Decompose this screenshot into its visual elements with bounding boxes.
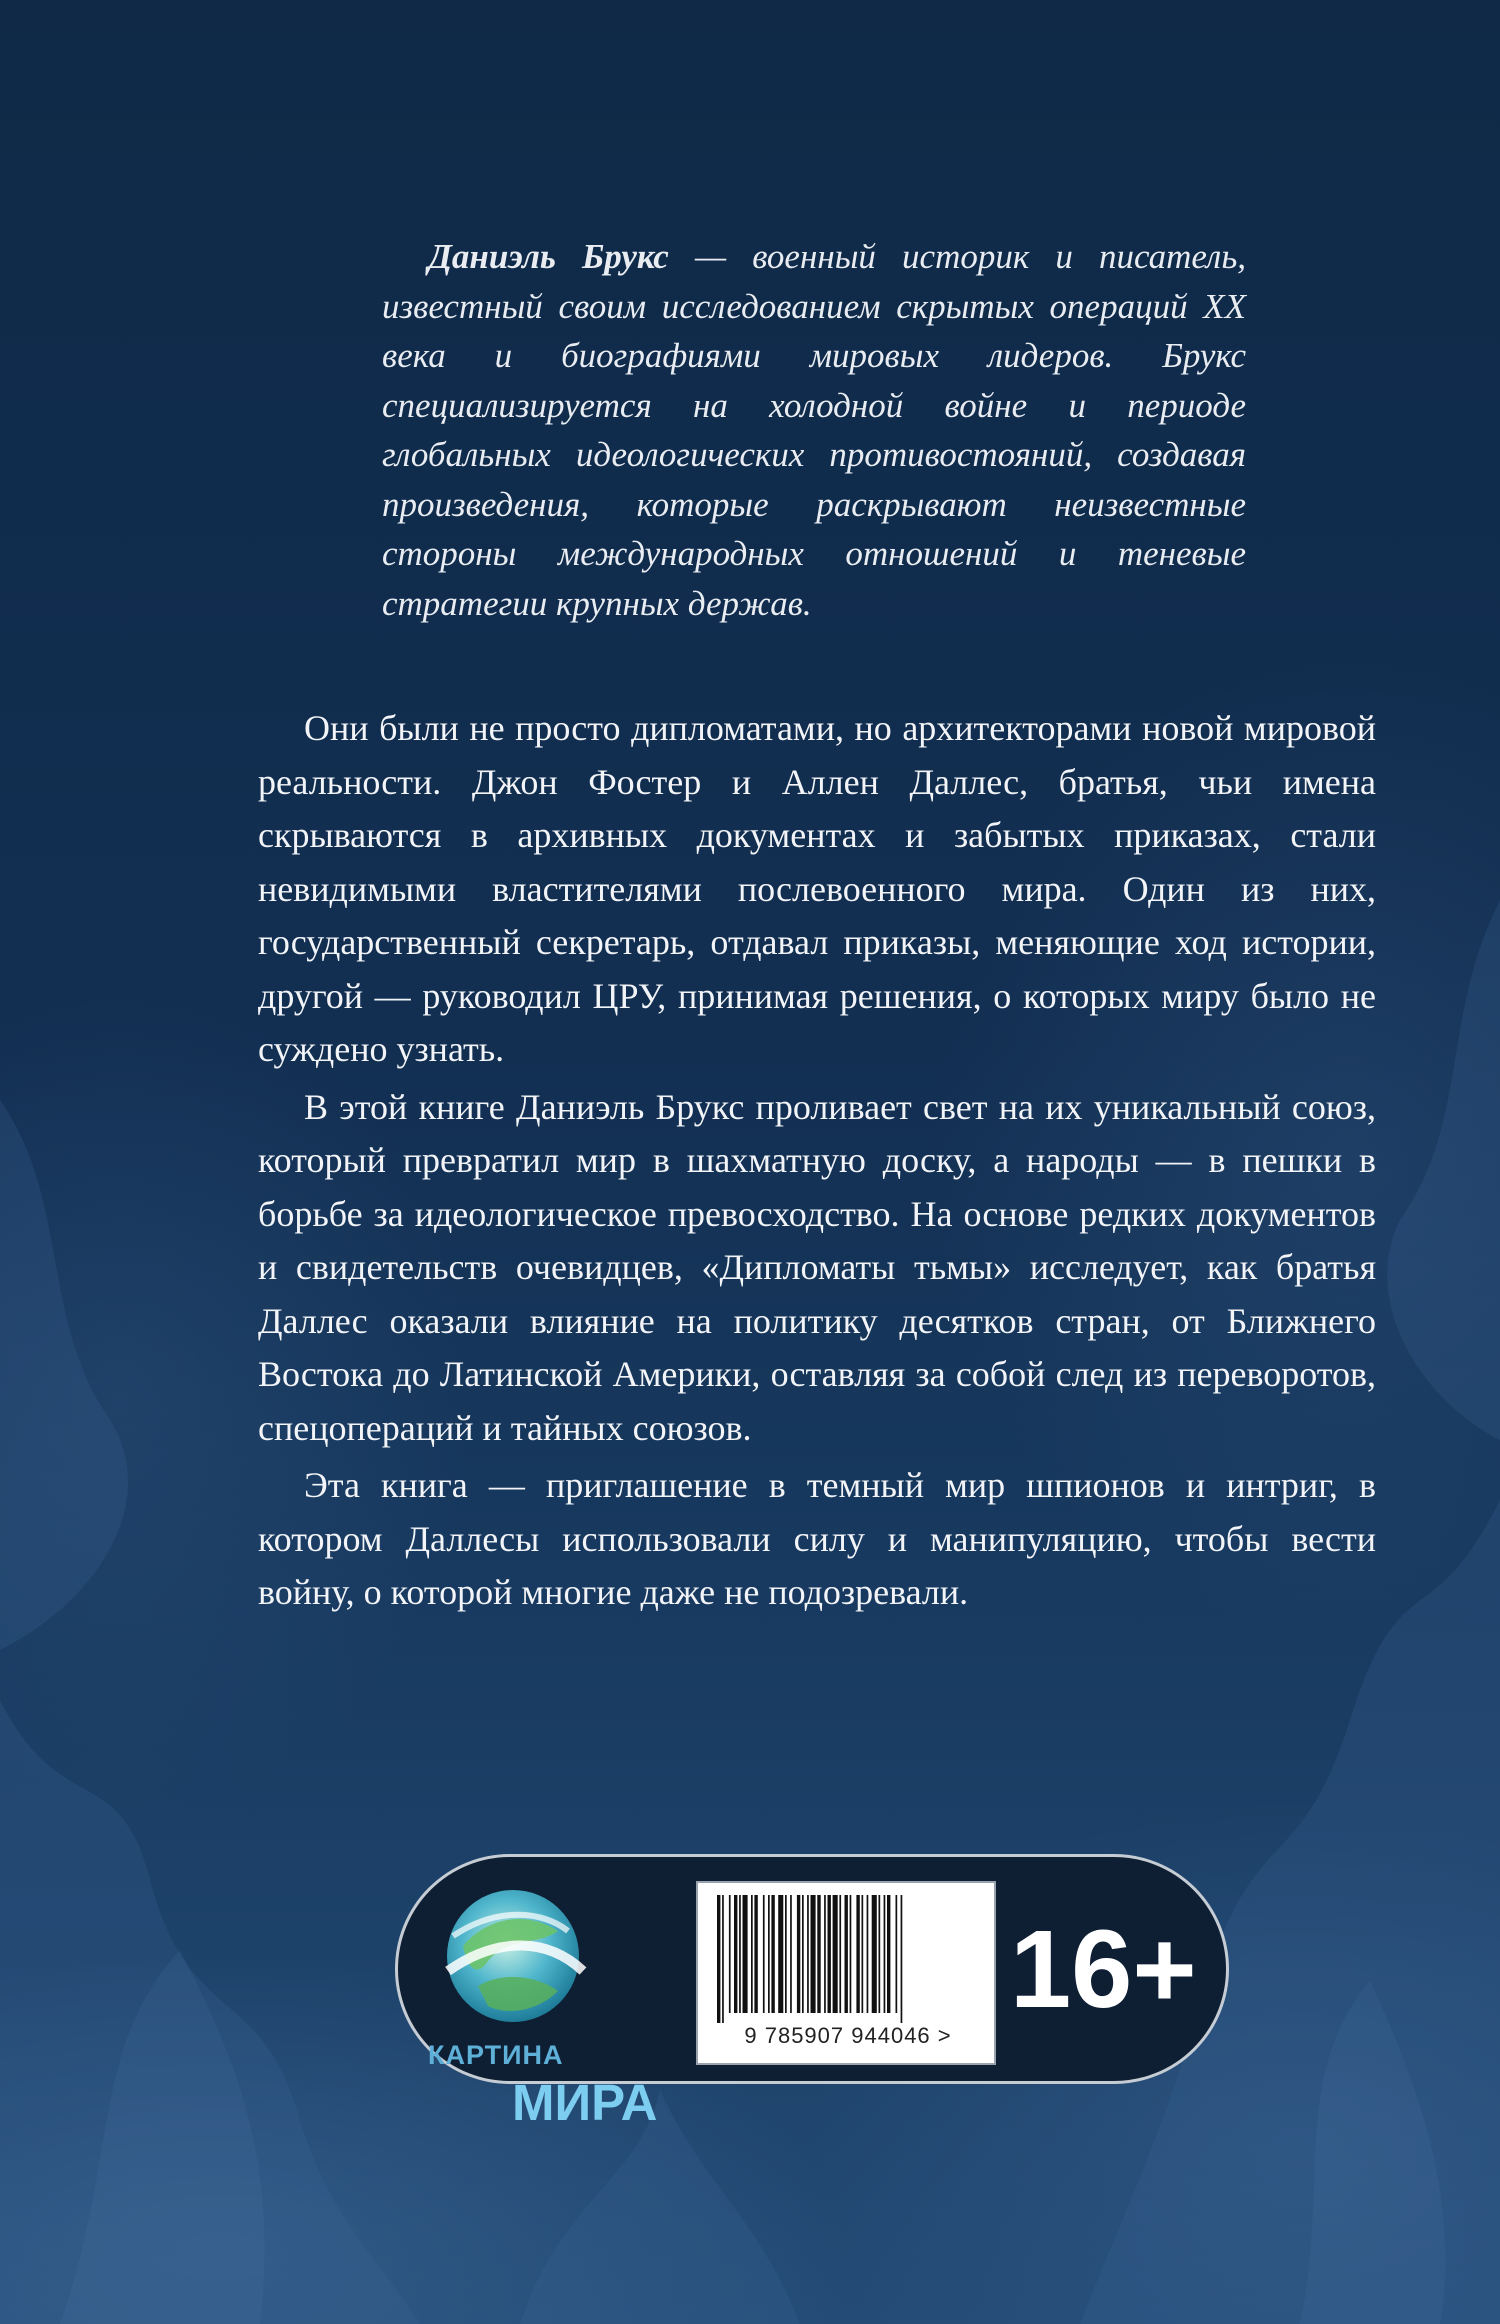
barcode-bar [824, 1895, 826, 2013]
publisher-logo-line1: КАРТИНА [428, 2040, 564, 2070]
barcode-bar [879, 1895, 881, 2013]
barcode-bar [828, 1895, 831, 2013]
barcode-bar [896, 1895, 898, 2013]
barcode-bar [807, 1895, 809, 2013]
barcode-bar [739, 1895, 741, 2013]
barcode-bar [743, 1895, 748, 2013]
barcode-bar [785, 1895, 787, 2013]
publisher-logo-line2: МИРА [512, 2074, 658, 2131]
barcode-bar [790, 1895, 792, 2013]
barcode-bar [734, 1895, 737, 2013]
barcode-bar [872, 1895, 877, 2013]
barcode-bar [867, 1895, 869, 2013]
synopsis-paragraph-3: Эта книга — приглашение в темный мир шпионов и интриг, в котором Даллесы использовали силу и манипуляцию, чтобы вести войну, о которой многие даже не подозревали. [258, 1465, 1376, 1612]
barcode-bar [901, 1895, 903, 2023]
barcode-bar [778, 1895, 783, 2013]
barcode-bars [713, 1895, 983, 2023]
barcode-bar [817, 1895, 820, 2013]
author-bio [382, 232, 1246, 628]
synopsis-paragraph-2: В этой книге Даниэль Брукс проливает свет на их уникальный союз, который превратил мир в шахматную доску, а народы — в пешки в борьбе за идеологическое превосходство. На основе редких документов и свидетельств очевидцев, «Дипломаты тьмы» исследует, как братья Даллес оказали влияние на политику десятков стран, от Ближнего Востока до Латинской Америки, оставляя за собой след из переворотов, спецопераций и тайных союзов. [258, 1086, 1376, 1448]
barcode-bar [763, 1895, 765, 2013]
barcode-bar [884, 1895, 886, 2013]
synopsis-paragraph-1: Они были не просто дипломатами, но архитекторами новой мировой реальности. Джон Фостер и Аллен Даллес, братья, чьи имена скрываются в архивных документах и забытых приказах, стали невидимыми властителями послевоенного мира. Один из них, государственный секретарь, отдавал приказы, меняющие ход истории, другой — руководил ЦРУ, принимая решения, о которых миру было не суждено узнать. [258, 708, 1376, 1069]
book-synopsis [258, 702, 1376, 1624]
barcode-bar [839, 1895, 841, 2013]
barcode-bar [811, 1895, 816, 2013]
barcode-bar [856, 1895, 859, 2013]
barcode-bar [862, 1895, 864, 2013]
author-bio-text: — военный историк и писатель, известный своим исследованием скрытых операций XX века и биографиями мировых лидеров. Брукс специализируется на холодной войне и периоде глобальных идеологических противостояний, создавая произведения, которые раскрывают неизвестные стороны международных отношений и теневые стратегии крупных держав. [382, 237, 1246, 623]
barcode-bar [754, 1895, 757, 2013]
barcode-bar [887, 1895, 890, 2013]
barcode-bar [751, 1895, 753, 2013]
author-name: Даниэль Брукс [428, 237, 669, 276]
barcode-bar [797, 1895, 800, 2013]
barcode-bar [722, 1895, 724, 2023]
barcode-bar [768, 1895, 770, 2013]
age-rating: 16+ [1010, 1908, 1197, 2031]
barcode-bar [802, 1895, 804, 2013]
barcode-bar [845, 1895, 848, 2013]
barcode [696, 1881, 996, 2065]
isbn-number: 9 785907 944046 > [744, 2023, 952, 2048]
barcode-bar [771, 1895, 774, 2013]
barcode-bar [717, 1895, 720, 2023]
barcode-bar [729, 1895, 731, 2013]
barcode-bar [850, 1895, 852, 2013]
barcode-bar [833, 1895, 838, 2013]
